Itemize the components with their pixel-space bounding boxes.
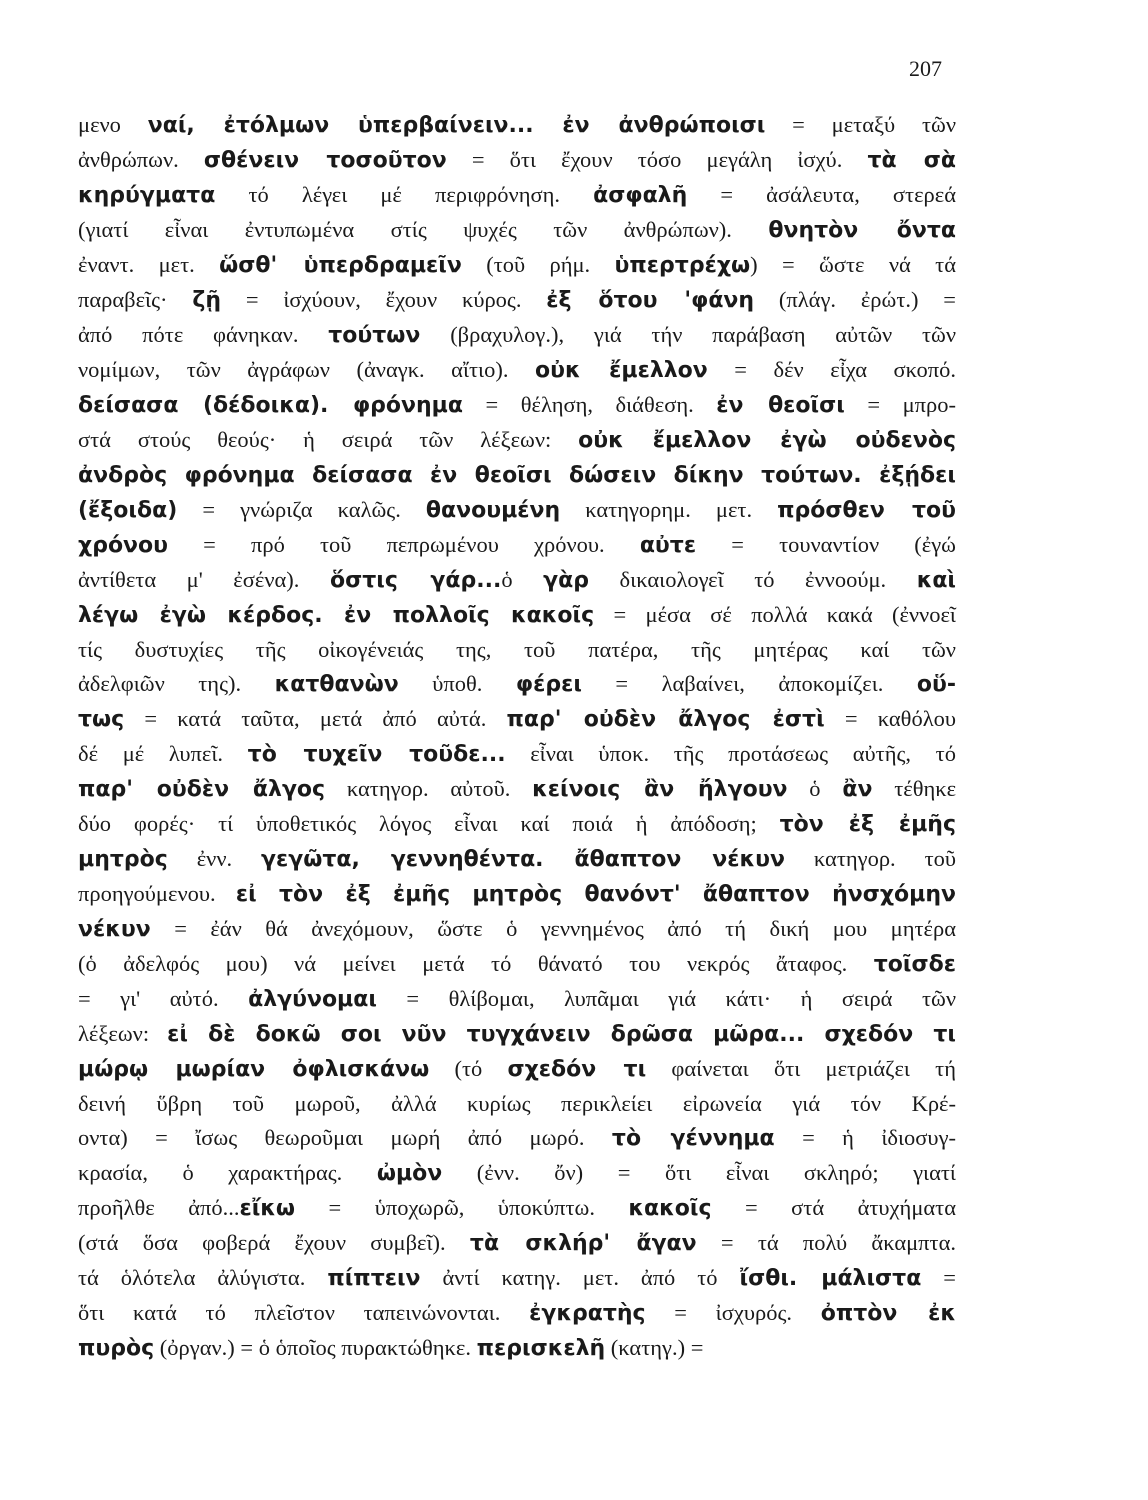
bold-term: (ἔξοιδα): [78, 498, 178, 523]
text-line: [78, 248, 956, 283]
plain-text: ὅτι κατά τό πλεῖστον ταπεινώνονται.: [78, 1300, 530, 1325]
text-line: [78, 1191, 956, 1226]
text-line: [78, 737, 956, 772]
text-line: [78, 283, 956, 318]
text-line: [78, 982, 956, 1017]
bold-term: ἀνδρὸς φρόνημα δείσασα ἐν θεοῖσι δώσειν δίκην τούτων. ἐξῄδει: [78, 463, 956, 488]
plain-text: ἀντίθετα μ' ἐσένα).: [78, 567, 330, 592]
plain-text: = ἰσχύουν, ἔχουν κύρος.: [221, 287, 547, 312]
bold-term: κατθανὼν: [274, 672, 399, 697]
bold-term: γὰρ: [543, 568, 590, 593]
plain-text: (ἐνν. ὄν) = ὅτι εἶναι σκληρό; γιατί: [442, 1160, 956, 1185]
plain-text: (ὀργαν.) = ὁ ὁποῖος πυρακτώθηκε.: [154, 1335, 477, 1360]
bold-term: δείσασα (δέδοικα). φρόνημα: [78, 393, 463, 418]
bold-term: ἀσφαλῆ: [593, 183, 688, 208]
bold-term: τὸ γέννημα: [611, 1126, 775, 1151]
text-line: [78, 388, 956, 423]
bold-term: τὸ τυχεῖν τοῦδε...: [247, 742, 506, 767]
plain-text: (γιατί εἶναι ἐντυπωμένα στίς ψυχές τῶν ἀνθρώπων).: [78, 217, 769, 242]
plain-text: τέθηκε: [872, 776, 957, 801]
text-line: [78, 528, 956, 563]
plain-text: = ὑποχωρῶ, ὑποκύπτω.: [295, 1195, 629, 1220]
plain-text: λέξεων:: [78, 1021, 168, 1046]
bold-term: ἐν θεοῖσι: [716, 393, 845, 418]
plain-text: (ὁ ἀδελφός μου) νά μείνει μετά τό θάνατό του νεκρός ἄταφος.: [78, 951, 874, 976]
text-line: [78, 877, 956, 912]
bold-term: τούτων: [328, 323, 421, 348]
bold-term: σχεδόν τι: [507, 1057, 647, 1082]
commentary-text: [78, 108, 956, 1366]
bold-term: μώρῳ μωρίαν ὀφλισκάνω: [78, 1057, 430, 1082]
text-line: [78, 598, 956, 633]
bold-term: θνητὸν ὄντα: [768, 218, 956, 243]
bold-term: τὰ σκλήρ' ἄγαν: [469, 1231, 697, 1256]
text-line: [78, 423, 956, 458]
bold-term: ἐγκρατὴς: [529, 1301, 646, 1326]
bold-term: οὐκ ἔμελλον: [535, 358, 708, 383]
plain-text: = πρό τοῦ πεπρωμένου χρόνου.: [168, 532, 640, 557]
text-line: [78, 1156, 956, 1191]
plain-text: = ἰσχυρός.: [645, 1300, 821, 1325]
plain-text: ὑποθ.: [398, 671, 516, 696]
text-line: [78, 667, 956, 702]
bold-term: εἴκω: [239, 1196, 296, 1221]
plain-text: τά ὁλότελα ἀλύγιστα.: [78, 1265, 328, 1290]
bold-term: τοῖσδε: [873, 952, 956, 977]
plain-text: = θέληση, διάθεση.: [462, 392, 717, 417]
plain-text: = μπρο-: [844, 392, 956, 417]
plain-text: ὁ: [787, 776, 843, 801]
plain-text: δεινή ὕβρη τοῦ μωροῦ, ἀλλά κυρίως περικλείει εἰρωνεία γιά τόν Κρέ-: [78, 1091, 956, 1116]
text-line: [78, 213, 956, 248]
bold-term: κηρύγματα: [78, 183, 216, 208]
plain-text: = γι' αὐτό.: [78, 986, 249, 1011]
plain-text: εἶναι ὑποκ. τῆς προτάσεως αὐτῆς, τό: [505, 741, 956, 766]
bold-term: καὶ: [916, 568, 957, 593]
text-line: [78, 1121, 956, 1156]
plain-text: = θλίβομαι, λυπᾶμαι γιά κάτι· ἡ σειρά τῶν: [376, 986, 956, 1011]
bold-term: κείνοις ἂν ἤλγουν: [532, 777, 788, 802]
plain-text: = καθόλου: [824, 706, 956, 731]
text-line: [78, 318, 956, 353]
bold-term: ὠμὸν: [376, 1161, 443, 1186]
text-line: [78, 1261, 956, 1296]
plain-text: = δέν εἶχα σκοπό.: [707, 357, 957, 382]
bold-term: πίπτειν: [327, 1266, 421, 1291]
text-line: [78, 1087, 956, 1121]
bold-term: μητρὸς: [78, 847, 168, 872]
plain-text: ἀντί κατηγ. μετ. ἀπό τό: [420, 1265, 740, 1290]
plain-text: = ἐάν θά ἀνεχόμουν, ὥστε ὁ γεννημένος ἀπό τή δική μου μητέρα: [150, 916, 956, 941]
plain-text: οντα) = ἴσως θεωροῦμαι μωρή ἀπό μωρό.: [78, 1125, 612, 1150]
plain-text: ἀπό πότε φάνηκαν.: [78, 322, 329, 347]
text-line: [78, 1296, 956, 1331]
bold-term: οὐκ ἔμελλον ἐγὼ οὐδενὸς: [578, 428, 956, 453]
plain-text: νομίμων, τῶν ἀγράφων (ἀναγκ. αἴτιο).: [78, 357, 535, 382]
page-number: 207: [909, 56, 942, 81]
plain-text: (τό: [429, 1056, 508, 1081]
plain-text: κατηγορ. τοῦ: [785, 846, 957, 871]
plain-text: ὁ: [501, 567, 544, 592]
bold-term: εἰ δὲ δοκῶ σοι νῦν τυγχάνειν δρῶσα μῶρα... σχεδόν τι: [167, 1022, 956, 1047]
plain-text: μενο: [78, 112, 148, 137]
plain-text: =: [921, 1265, 956, 1290]
text-line: [78, 947, 956, 982]
bold-term: κακοῖς: [628, 1196, 712, 1221]
bold-term: αὐτε: [639, 533, 697, 558]
bold-term: φέρει: [515, 672, 582, 697]
bold-term: ἴσθι. μάλιστα: [739, 1266, 922, 1291]
text-line: [78, 1052, 956, 1087]
plain-text: τίς δυστυχίες τῆς οἰκογένειάς της, τοῦ πατέρα, τῆς μητέρας καί τῶν: [78, 637, 956, 662]
plain-text: = γνώριζα καλῶς.: [177, 497, 426, 522]
plain-text: δύο φορές· τί ὑποθετικός λόγος εἶναι καί ποιά ἡ ἀπόδοση;: [78, 811, 780, 836]
bold-term: ἂν: [842, 777, 873, 802]
plain-text: τό λέγει μέ περιφρόνηση.: [215, 182, 594, 207]
plain-text: φαίνεται ὅτι μετριάζει τή: [646, 1056, 956, 1081]
bold-term: πρόσθεν τοῦ: [777, 498, 956, 523]
plain-text: κατηγορ. αὐτοῦ.: [325, 776, 533, 801]
plain-text: = μέσα σέ πολλά κακά (ἐννοεῖ: [594, 602, 956, 627]
text-line: [78, 458, 956, 493]
plain-text: = στά ἀτυχήματα: [711, 1195, 956, 1220]
bold-term: ἀλγύνομαι: [248, 987, 377, 1012]
text-line: [78, 143, 956, 178]
plain-text: = ὅτι ἔχουν τόσο μεγάλη ἰσχύ.: [446, 147, 868, 172]
text-line: [78, 353, 956, 388]
plain-text: προηγούμενου.: [78, 881, 236, 906]
text-line: [78, 842, 956, 877]
plain-text: (βραχυλογ.), γιά τήν παράβαση αὐτῶν τῶν: [420, 322, 956, 347]
plain-text: στά στούς θεούς· ἡ σειρά τῶν λέξεων:: [78, 427, 579, 452]
bold-term: ὅστις γάρ...: [329, 568, 502, 593]
text-line: [78, 912, 956, 947]
bold-term: ναί, ἐτόλμων ὑπερβαίνειν... ἐν ἀνθρώποισι: [147, 113, 766, 138]
plain-text: δικαιολογεῖ τό ἐννοούμ.: [589, 567, 917, 592]
bold-term: ὥσθ' ὑπερδραμεῖν: [219, 253, 462, 278]
plain-text: ἐνν.: [167, 846, 262, 871]
plain-text: (πλάγ. ἐρώτ.) =: [754, 287, 956, 312]
bold-term: τως: [78, 707, 125, 732]
text-line: [78, 807, 956, 842]
plain-text: = μεταξύ τῶν: [765, 112, 956, 137]
text-line: [78, 772, 956, 807]
plain-text: παραβεῖς·: [78, 287, 193, 312]
bold-term: χρόνου: [78, 533, 169, 558]
bold-term: τὸν ἐξ ἐμῆς: [779, 812, 956, 837]
plain-text: προῆλθε ἀπό...: [78, 1195, 240, 1220]
bold-term: ζῇ: [192, 288, 222, 313]
bold-term: παρ' οὐδὲν ἄλγος ἐστὶ: [506, 707, 825, 732]
bold-term: νέκυν: [78, 917, 151, 942]
plain-text: (στά ὅσα φοβερά ἔχουν συμβεῖ).: [78, 1230, 470, 1255]
bold-term: ὑπερτρέχω: [614, 253, 751, 278]
bold-term: γεγῶτα, γεννηθέντα. ἄθαπτον νέκυν: [261, 847, 785, 872]
bold-term: ὀπτὸν ἐκ: [820, 1301, 956, 1326]
text-line: [78, 108, 956, 143]
text-line: [78, 633, 956, 667]
plain-text: κρασία, ὁ χαρακτήρας.: [78, 1160, 377, 1185]
plain-text: = ἀσάλευτα, στερεά: [687, 182, 957, 207]
plain-text: ) = ὥστε νά τά: [750, 252, 956, 277]
plain-text: ἀδελφιῶν της).: [78, 671, 275, 696]
plain-text: (κατηγ.) =: [605, 1335, 704, 1360]
bold-term: παρ' οὐδὲν ἄλγος: [78, 777, 326, 802]
plain-text: κατηγορημ. μετ.: [560, 497, 778, 522]
bold-term: θανουμένη: [425, 498, 561, 523]
plain-text: ἐναντ. μετ.: [78, 252, 220, 277]
plain-text: (τοῦ ρήμ.: [461, 252, 615, 277]
text-line: [78, 1226, 956, 1261]
plain-text: = λαβαίνει, ἀποκομίζει.: [581, 671, 917, 696]
text-line: [78, 493, 956, 528]
bold-term: οὕ-: [916, 672, 957, 697]
text-line: [78, 1017, 956, 1052]
plain-text: = κατά ταῦτα, μετά ἀπό αὐτά.: [124, 706, 507, 731]
bold-term: περισκελῆ: [476, 1336, 606, 1361]
text-line: [78, 1331, 956, 1366]
plain-text: = ἡ ἰδιοσυγ-: [774, 1125, 956, 1150]
bold-term: σθένειν τοσοῦτον: [203, 148, 447, 173]
bold-term: τὰ σὰ: [867, 148, 956, 173]
plain-text: δέ μέ λυπεῖ.: [78, 741, 248, 766]
text-line: [78, 178, 956, 213]
plain-text: = τά πολύ ἄκαμπτα.: [696, 1230, 957, 1255]
plain-text: ἀνθρώπων.: [78, 147, 204, 172]
plain-text: = τουναντίον (ἐγώ: [696, 532, 956, 557]
bold-term: λέγω ἐγὼ κέρδος. ἐν πολλοῖς κακοῖς: [78, 603, 595, 628]
text-line: [78, 563, 956, 598]
bold-term: εἰ τὸν ἐξ ἐμῆς μητρὸς θανόντ' ἄθαπτον ἠνσχόμην: [235, 882, 956, 907]
bold-term: ἐξ ὅτου 'φάνη: [546, 288, 755, 313]
text-line: [78, 702, 956, 737]
bold-term: πυρὸς: [78, 1336, 155, 1361]
